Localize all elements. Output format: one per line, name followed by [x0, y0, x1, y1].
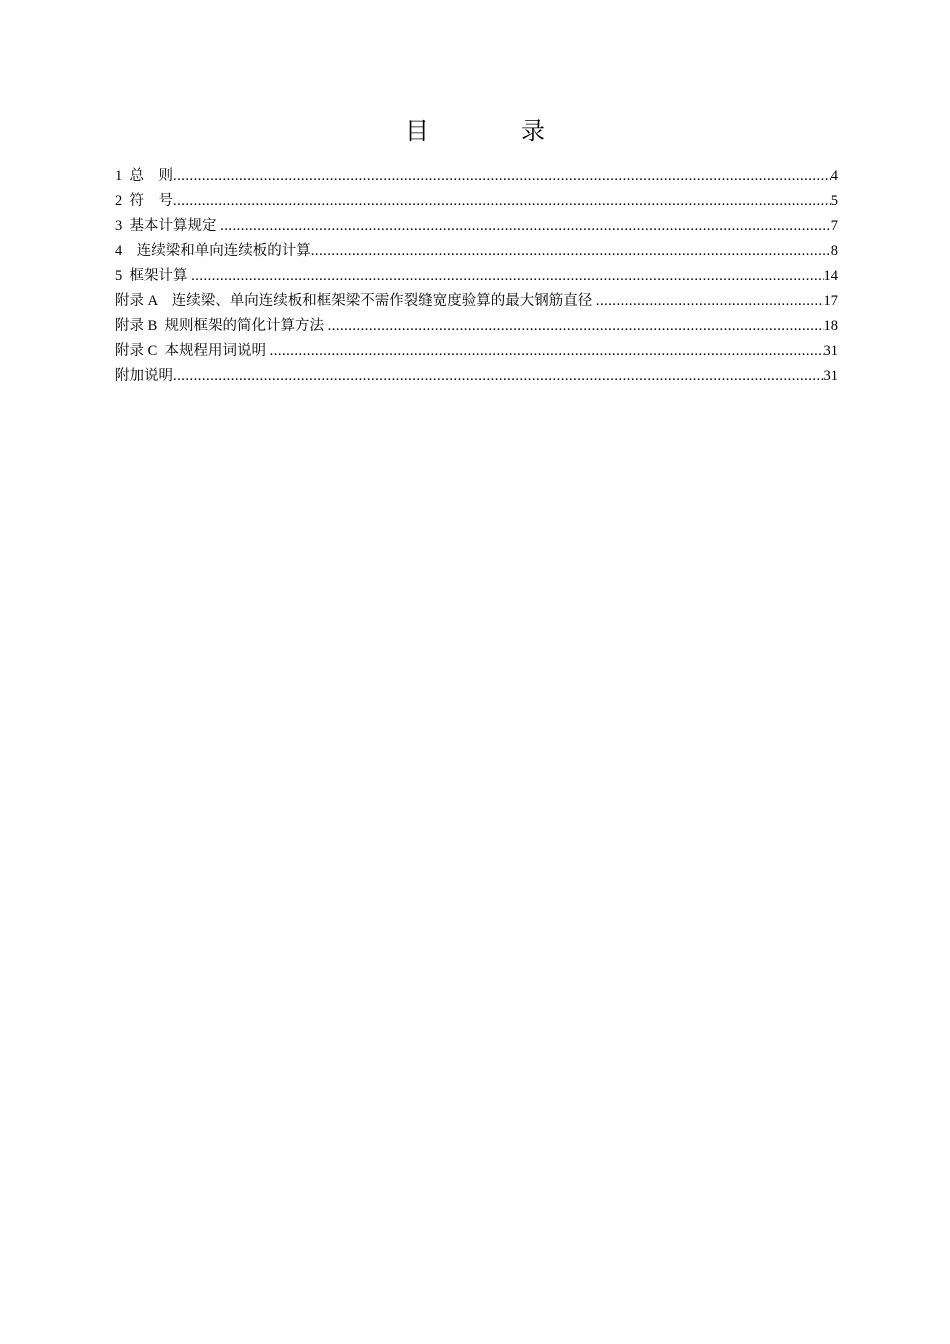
toc-entry-page: 31	[823, 368, 838, 384]
toc-entry-label: 4 连续梁和单向连续板的计算	[115, 243, 311, 259]
toc-entry-page: 5	[830, 193, 838, 209]
toc-dot-leader	[173, 189, 831, 214]
toc-entry-page: 14	[823, 268, 838, 284]
toc-entry-label: 2 符 号	[115, 193, 173, 209]
toc-entry-2[interactable]	[115, 189, 838, 214]
toc-dot-leader	[328, 314, 824, 339]
toc-dot-leader	[191, 264, 823, 289]
toc-entry-3[interactable]	[115, 214, 838, 239]
toc-dot-leader	[270, 339, 824, 364]
toc-entry-page: 18	[823, 318, 838, 334]
toc-entry-label: 附录 A 连续梁、单向连续板和框架梁不需作裂缝宽度验算的最大钢筋直径	[115, 293, 596, 309]
toc-dot-leader	[220, 214, 831, 239]
toc-entry-label: 附加说明	[115, 368, 173, 384]
toc-list	[115, 164, 838, 389]
toc-entry-label: 附录 B 规则框架的简化计算方法	[115, 318, 328, 334]
toc-entry-1[interactable]	[115, 164, 838, 189]
toc-entry-page: 17	[823, 293, 838, 309]
toc-entry-page: 4	[830, 168, 838, 184]
toc-entry-appendix-c[interactable]	[115, 339, 838, 364]
toc-dot-leader	[311, 239, 831, 264]
toc-dot-leader	[596, 289, 824, 314]
toc-dot-leader	[173, 164, 831, 189]
toc-entry-label: 5 框架计算	[115, 268, 192, 284]
toc-entry-label: 附录 C 本规程用词说明	[115, 343, 270, 359]
toc-entry-label: 3 基本计算规定	[115, 218, 221, 234]
toc-entry-5[interactable]	[115, 264, 838, 289]
toc-entry-page: 31	[823, 343, 838, 359]
toc-entry-page: 7	[830, 218, 838, 234]
toc-entry-4[interactable]	[115, 239, 838, 264]
toc-entry-label: 1 总 则	[115, 168, 173, 184]
toc-entry-appendix-b[interactable]	[115, 314, 838, 339]
toc-dot-leader	[173, 364, 824, 389]
toc-entry-appendix-a[interactable]	[115, 289, 838, 314]
toc-entry-page: 8	[830, 243, 838, 259]
toc-entry-additional-notes[interactable]	[115, 364, 838, 389]
toc-title: 目 录	[405, 119, 579, 145]
